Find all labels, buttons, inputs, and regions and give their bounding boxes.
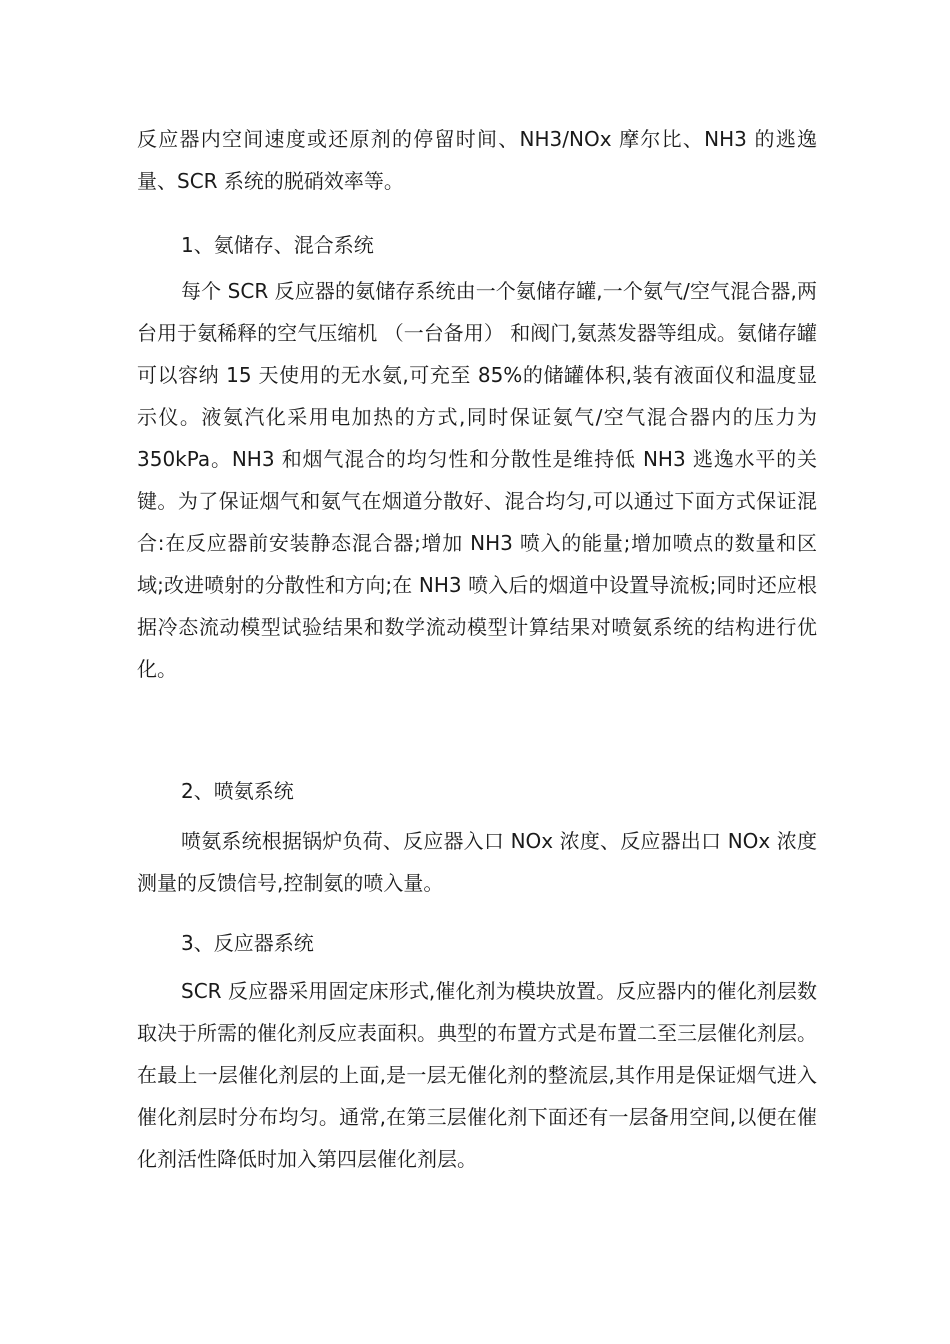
section-heading-ammonia-storage: 1、氨储存、混合系统 — [181, 233, 374, 257]
paragraph-ammonia-injection: 喷氨系统根据锅炉负荷、反应器入口 NOx 浓度、反应器出口 NOx 浓度测量的反馈信号,控制氨的喷入量。 — [137, 829, 817, 895]
section-heading-ammonia-injection: 2、喷氨系统 — [181, 779, 294, 803]
paragraph-reactor-system: SCR 反应器采用固定床形式,催化剂为模块放置。反应器内的催化剂层数取决于所需的催化剂反应表面积。典型的布置方式是布置二至三层催化剂层。在最上一层催化剂层的上面,是一层无催化剂的整流层,其作用是保证烟气进入催化剂层时分布均匀。通常,在第三层催化剂下面还有一层备用空间,以便在催化剂活性降低时加入第四层催化剂层。 — [137, 979, 817, 1171]
paragraph-intro-continuation: 反应器内空间速度或还原剂的停留时间、NH3/NOx 摩尔比、NH3 的逃逸量、SCR 系统的脱硝效率等。 — [137, 127, 817, 193]
section-heading-reactor-system: 3、反应器系统 — [181, 931, 314, 955]
paragraph-ammonia-storage: 每个 SCR 反应器的氨储存系统由一个氨储存罐,一个氨气/空气混合器,两台用于氨稀释的空气压缩机 （一台备用） 和阀门,氨蒸发器等组成。氨储存罐可以容纳 15 天使用的无水氨,可充至 85%的储罐体积,装有液面仪和温度显示仪。液氨汽化采用电加热的方式,同时保证氨气/空气混合器内的压力为 350kPa。NH3 和烟气混合的均匀性和分散性是维持低 NH3 逃逸水平的关键。为了保证烟气和氨气在烟道分散好、混合均匀,可以通过下面方式保证混合:在反应器前安装静态混合器;增加 NH3 喷入的能量;增加喷点的数量和区域;改进喷射的分散性和方向;在 NH3 喷入后的烟道中设置导流板;同时还应根据冷态流动模型试验结果和数学流动模型计算结果对喷氨系统的结构进行优化。 — [137, 279, 817, 681]
